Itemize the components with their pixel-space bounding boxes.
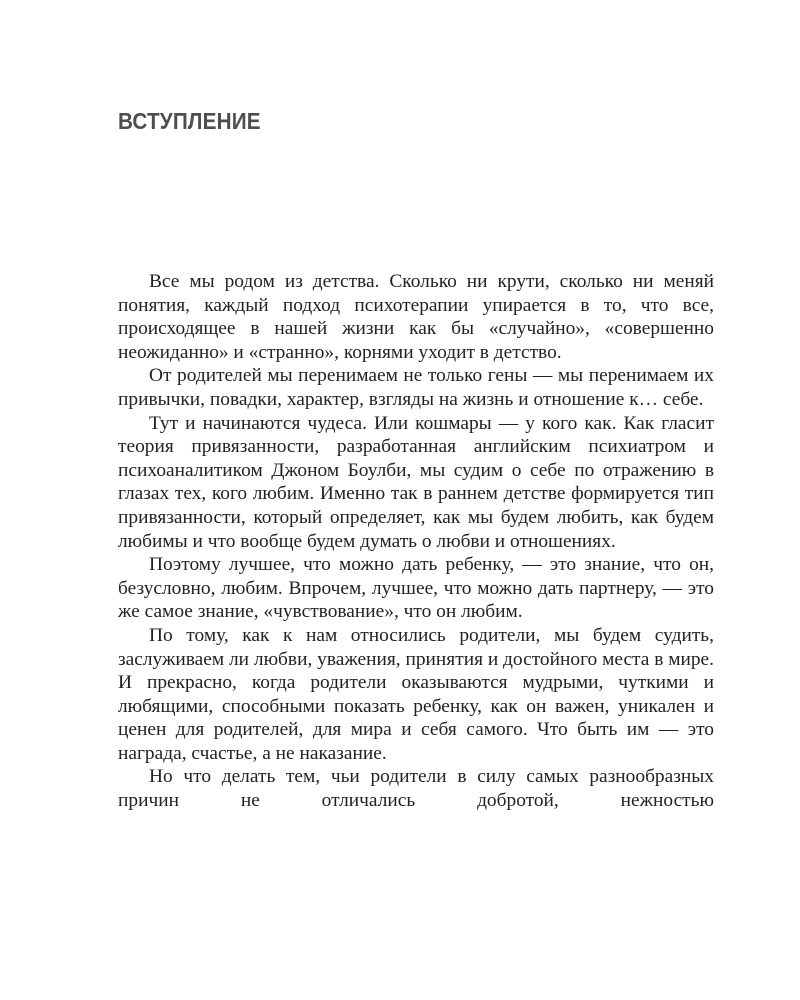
paragraph: Поэтому лучшее, что можно дать ребенку, — это знание, что он, безусловно, любим. Впрочем, лучшее, что можно дать партнеру, — это же самое знание, «чувствование», что он любим. — [118, 554, 714, 623]
paragraph: Но что делать тем, чьи родители в силу самых разнообразных причин не отличались добротой, нежностью — [118, 766, 714, 812]
paragraph: От родителей мы перенимаем не только гены — мы перенимаем их привычки, повадки, характер, взгляды на жизнь и отношение к… себе. — [118, 365, 714, 410]
paragraph: Тут и начинаются чудеса. Или кошмары — у кого как. Как гласит теория привязанности, разработанная английским психиатром и психоаналитиком Джоном Боулби, мы судим о себе по отражению в глазах тех, кого любим. Именно так в раннем детстве формируется тип привязанности, который определяет, как мы будем любить, как будем любимы и что вообще будем думать о любви и отношениях. — [118, 412, 714, 552]
chapter-title: ВСТУПЛЕНИЕ — [118, 108, 261, 134]
paragraph: По тому, как к нам относились родители, мы будем судить, заслуживаем ли любви, уважения, принятия и достойного места в мире. И прекрасно, когда родители оказываются мудрыми, чуткими и любящими, способными показать ребенку, как он важен, уникален и ценен для родителей, для мира и себя самого. Что быть им — это награда, счастье, а не наказание. — [118, 624, 715, 764]
paragraph: Все мы родом из детства. Сколько ни крути, сколько ни меняй понятия, каждый подход психотерапии упирается в то, что все, происходящее в нашей жизни как бы «случайно», «совершенно неожиданно» и «странно», корнями уходит в детство. — [118, 271, 714, 363]
chapter-body — [118, 270, 714, 813]
